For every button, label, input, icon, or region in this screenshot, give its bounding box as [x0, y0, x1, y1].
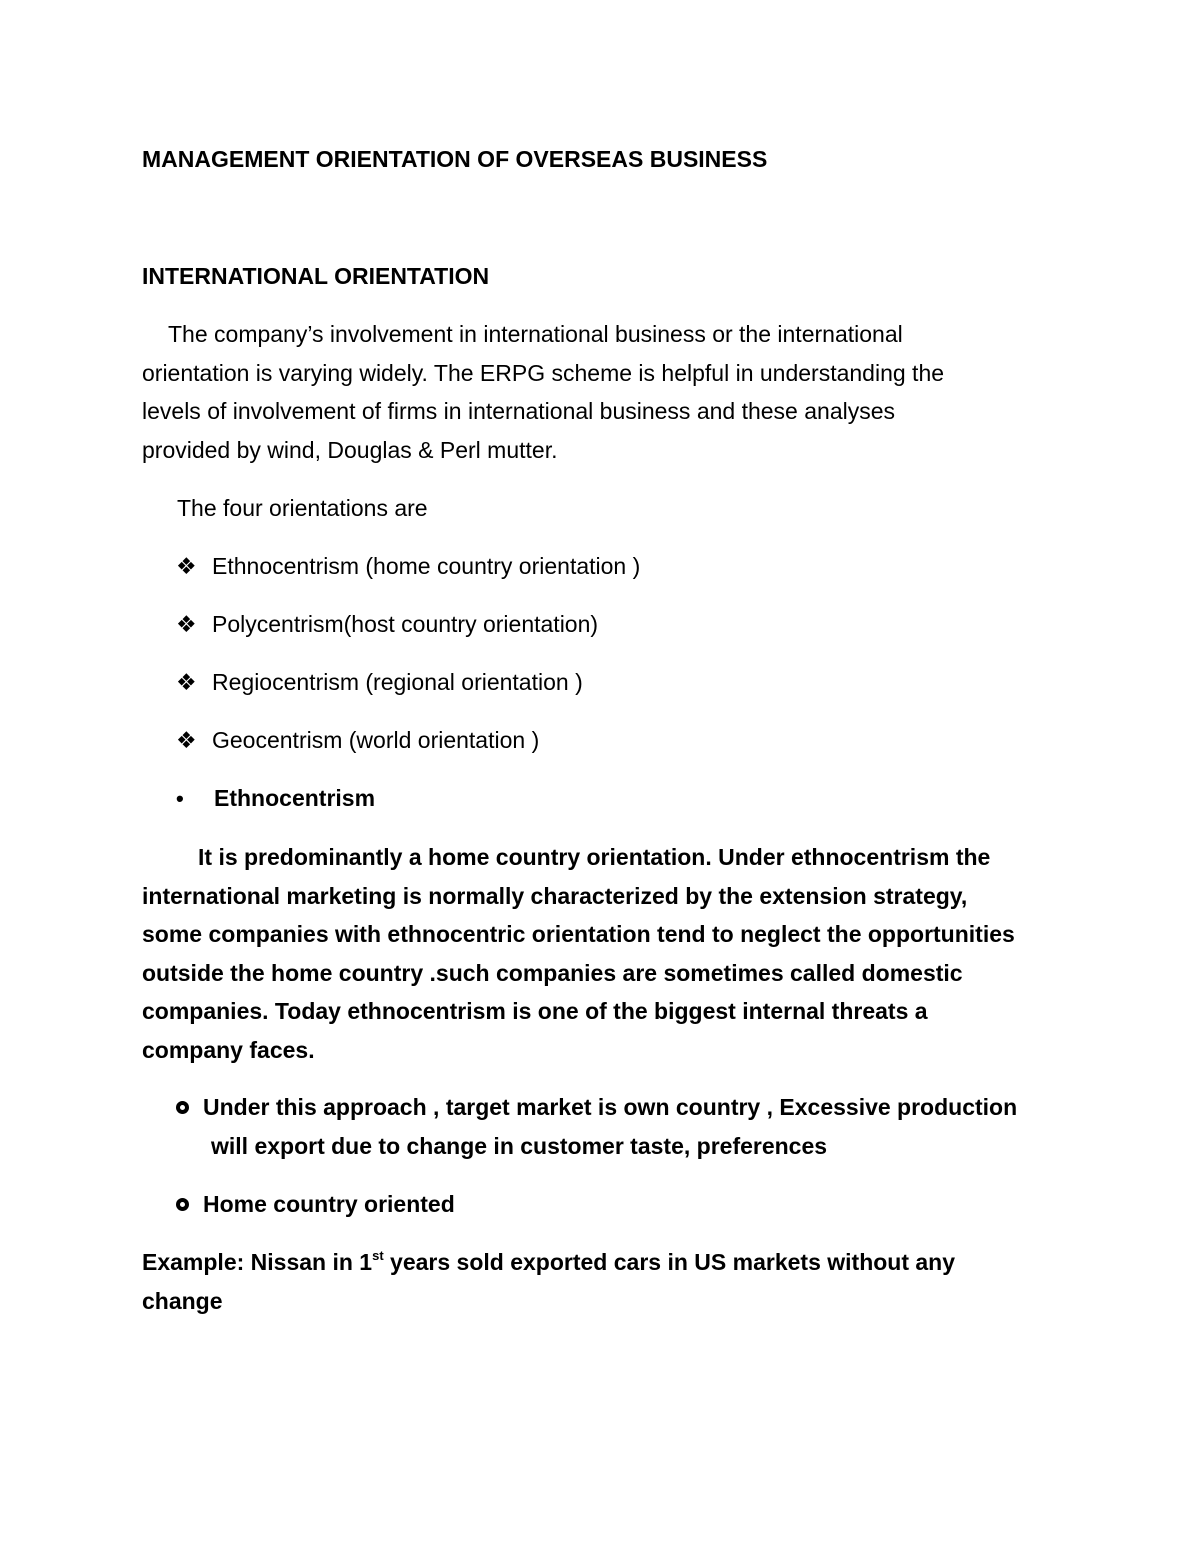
paragraph-line: some companies with ethnocentric orientation tend to neglect the opportunities [142, 921, 1015, 948]
orientation-text: Polycentrism(host country orientation) [212, 611, 599, 637]
orientations-label: The four orientations are [177, 495, 428, 521]
diamond-bullet-icon: ❖ [176, 728, 197, 754]
subheading-text: Ethnocentrism [214, 785, 376, 811]
intro-line: orientation is varying widely. The ERPG scheme is helpful in understanding the [142, 359, 945, 386]
diamond-bullet-icon: ❖ [176, 554, 197, 580]
circle-bullet-icon [176, 1101, 189, 1114]
example-prefix: Example: Nissan in 1 [142, 1249, 373, 1275]
intro-line: levels of involvement of firms in international business and these analyses [142, 398, 896, 425]
point-item [176, 1088, 1017, 1165]
example-line: change [142, 1287, 223, 1314]
paragraph-line: companies. Today ethnocentrism is one of the biggest internal threats a [142, 998, 928, 1025]
orientation-item [176, 605, 598, 645]
paragraph-line: outside the home country .such companies are sometimes called domestic [142, 959, 963, 986]
point-item [176, 1185, 455, 1224]
ethnocentrism-paragraph [142, 838, 1042, 1070]
document-title: MANAGEMENT ORIENTATION OF OVERSEAS BUSINESS [142, 146, 768, 172]
orientation-item [176, 721, 539, 761]
orientation-text: Ethnocentrism (home country orientation ) [212, 553, 641, 579]
diamond-bullet-icon: ❖ [176, 670, 197, 696]
point-text: Under this approach , target market is own country , Excessive production [203, 1094, 1018, 1120]
paragraph-line: It is predominantly a home country orientation. Under ethnocentrism the [198, 844, 991, 870]
bullet-dot-icon: • [176, 786, 184, 811]
paragraph-line: international marketing is normally characterized by the extension strategy, [142, 882, 968, 909]
point-text: Home country oriented [203, 1191, 455, 1217]
section-heading: INTERNATIONAL ORIENTATION [142, 263, 490, 289]
intro-paragraph [142, 315, 1042, 469]
diamond-bullet-icon: ❖ [176, 612, 197, 638]
intro-line: provided by wind, Douglas & Perl mutter. [142, 436, 558, 463]
orientation-text: Geocentrism (world orientation ) [212, 727, 540, 753]
example-paragraph [142, 1243, 1042, 1320]
orientation-item [176, 663, 583, 703]
ethnocentrism-subheading [176, 779, 375, 819]
orientation-item [176, 547, 640, 587]
intro-line: The company’s involvement in international business or the international [168, 321, 903, 347]
point-text-continued: will export due to change in customer taste, preferences [211, 1132, 828, 1159]
paragraph-line: company faces. [142, 1036, 315, 1063]
example-suffix: years sold exported cars in US markets without any [383, 1249, 956, 1275]
orientation-text: Regiocentrism (regional orientation ) [212, 669, 583, 695]
example-superscript: st [372, 1248, 384, 1263]
circle-bullet-icon [176, 1198, 189, 1211]
